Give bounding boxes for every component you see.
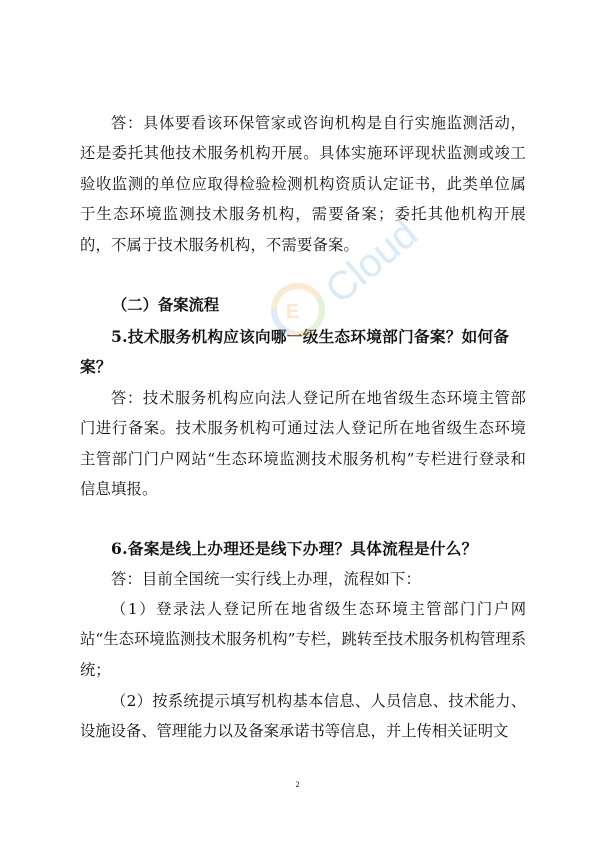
- answer-paragraph-1: 答：具体要看该环保管家或咨询机构是自行实施监测活动，还是委托其他技术服务机构开展。具体实施环评现状监测或竣工验收监测的单位应取得检验检测机构资质认定证书，此类单位属于生态环境监测技术服务机构，需要备案；委托其他机构开展的，不属于技术服务机构，不需要备案。: [80, 114, 526, 254]
- step-1-paragraph: （1）登录法人登记所在地省级生态环境主管部门门户网站“生态环境监测技术服务机构”专栏，跳转至技术服务机构管理系统；: [80, 600, 526, 679]
- answer-paragraph-6-intro: 答：目前全国统一实行线上办理，流程如下：: [111, 570, 421, 588]
- step-2-paragraph: （2）按系统提示填写机构基本信息、人员信息、技术能力、设施设备、管理能力以及备案承诺书等信息，并上传相关证明文: [80, 692, 526, 741]
- svg-text:E: E: [286, 301, 300, 323]
- watermark-text: Cloud: [317, 211, 426, 313]
- question-6-heading: 6.备案是线上办理还是线下办理？具体流程是什么？: [111, 539, 478, 558]
- question-5-heading: 5.技术服务机构应该向哪一级生态环境部门备案？如何备案？: [80, 327, 510, 377]
- section-title: （二）备案流程: [112, 296, 220, 314]
- answer-paragraph-5: 答：技术服务机构应向法人登记所在地省级生态环境主管部门进行备案。技术服务机构可通过法人登记所在地省级生态环境主管部门门户网站“生态环境监测技术服务机构”专栏进行登录和信息填报。: [80, 389, 526, 499]
- page-number: 2: [295, 780, 300, 789]
